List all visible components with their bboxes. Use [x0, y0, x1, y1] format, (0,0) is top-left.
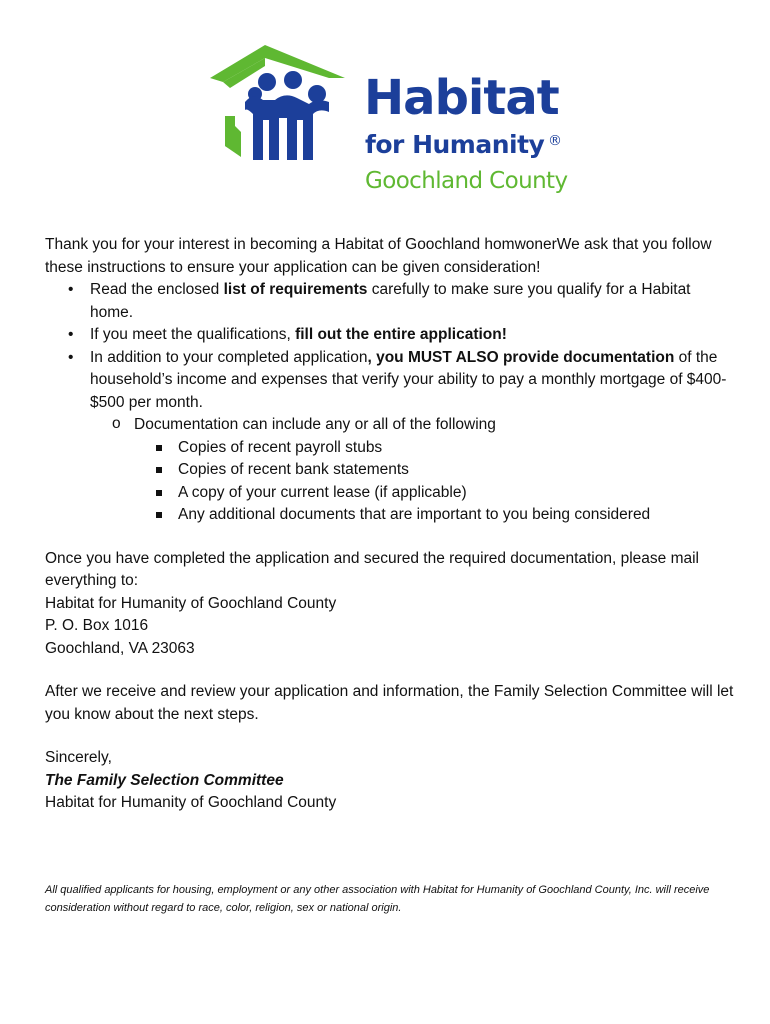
instruction-item: • In addition to your completed application, you MUST ALSO provide documentation of the household’s income and expenses that verify your ability to pay a monthly mortgage of $400- $500 per month. o Documentation can include any or all of the following Copies of recent payroll stubs Copies of recent bank statements A copy of your current lease (if applicable) Any additional documents that are important to you being considered [90, 347, 735, 527]
documentation-subitem: o Documentation can include any or all of the following Copies of recent payroll stubs Copies of recent bank statements A copy of your current lease (if applicable) Any additional documents that are important to you being considered [134, 414, 735, 527]
intro-paragraph: Thank you for your interest in becoming a Habitat of Goochland homwonerWe ask that you follow these instructions to ensure your application can be given consideration! [45, 236, 712, 276]
document-item: Any additional documents that are important to you being considered [178, 504, 735, 527]
documents-list [134, 437, 735, 527]
signature-org: Habitat for Humanity of Goochland County [45, 794, 337, 811]
logo-county-text: Goochland County [365, 168, 568, 194]
address-line-3: Goochland, VA 23063 [45, 639, 195, 657]
next-steps-paragraph: After we receive and review your application and information, the Family Selection Committee will let you know about the next steps. [45, 683, 734, 723]
signature: The Family Selection Committee [45, 771, 284, 789]
closing: Sincerely, [45, 749, 112, 766]
house-people-icon [205, 42, 365, 167]
letter-body [45, 234, 735, 815]
footer-disclaimer: All qualified applicants for housing, employment or any other association with Habitat for Humanity of Goochland County, Inc. will receive consideration without regard to race, color, religion, sex or national origin. [45, 884, 710, 914]
document-item: Copies of recent payroll stubs [178, 437, 735, 460]
mail-instruction: Once you have completed the application and secured the required documentation, please mail everything to: [45, 549, 699, 589]
address-line-1: Habitat for Humanity of Goochland County [45, 594, 337, 612]
instruction-item: • Read the enclosed list of requirements carefully to make sure you qualify for a Habitat home. [90, 279, 735, 324]
documentation-sublist [90, 414, 735, 527]
logo-habitat-text: Habitat [364, 70, 559, 126]
instructions-list [45, 279, 735, 527]
document-item: Copies of recent bank statements [178, 459, 735, 482]
logo-for-humanity-text: for Humanity [365, 130, 545, 159]
address-line-2: P. O. Box 1016 [45, 617, 149, 634]
instruction-item: • If you meet the qualifications, fill out the entire application! [90, 324, 735, 347]
document-item: A copy of your current lease (if applicable) [178, 482, 735, 505]
logo-registered-mark: ® [548, 133, 562, 149]
habitat-logo [205, 42, 575, 204]
